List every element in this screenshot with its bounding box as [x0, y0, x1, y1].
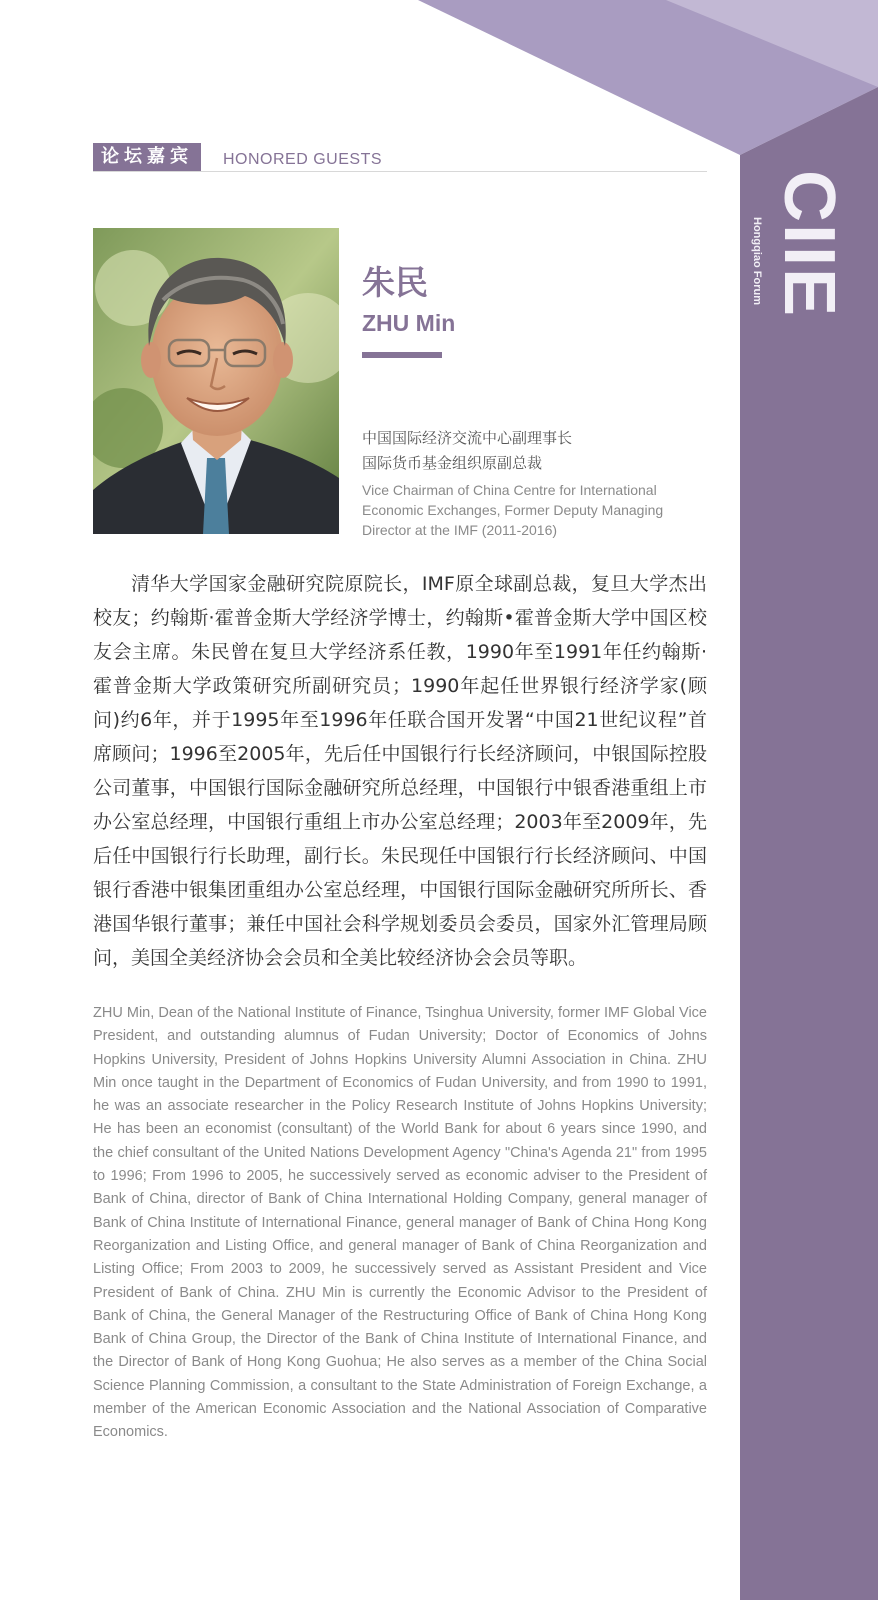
guest-title-en: Vice Chairman of China Centre for International Economic Exchanges, Former Deputy Managing Director at the IMF (2011-2016)	[362, 482, 664, 538]
guest-portrait	[93, 228, 339, 534]
section-title-en: HONORED GUESTS	[223, 151, 383, 168]
title-line-2: 国际货币基金组织原副总裁	[362, 454, 543, 472]
biography-en: ZHU Min, Dean of the National Institute of Finance, Tsinghua University, former IMF Global Vice President, and outstanding alumnus of Fudan University; Doctor of Economics of Johns Hopkins University, President of Johns Hopkins University Alumni Association in China. ZHU Min once taught in the Department of Economics of Fudan University, and from 1990 to 1991, he was an associate researcher in the Policy Research Institute of Johns Hopkins University; He has been an economist (consultant) of the World Bank for about 6 years since 1990, and the chief consultant of the United Nations Development Agency "China's Agenda 21" from 1995 to 1996; From 1996 to 2005, he successively served as economic adviser to the President of Bank of China, director of Bank of China International Holding Company, general manager of Bank of China Institute of International Finance, general manager of Bank of China Hong Kong Reorganization and Listing Office, and general manager of Bank of China Reorganization and Listing Office; From 2003 to 2009, he successively served as Assistant President and Vice President of Bank of China. ZHU Min is currently the Economic Advisor to the President of Bank of China, the General Manager of the Restructuring Office of Bank of China Hong Kong Bank of China Group, the Director of the Bank of China Institute of International Finance, and the Director of Bank of Hong Kong Guohua; He also serves as a member of the China Social Science Planning Commission, a consultant to the State Administration of Foreign Exchange, a member of the American Economic Association and the National Association of Comparative Economics.	[93, 1005, 707, 1441]
forum-subtitle: Hongqiao Forum	[751, 217, 763, 305]
guest-titles-cn	[362, 426, 702, 476]
guest-name-en: ZHU Min	[362, 310, 456, 336]
ciie-logo: CIIE	[769, 170, 849, 319]
guest-name-cn: 朱民	[362, 263, 428, 302]
section-header	[93, 143, 707, 172]
biography-cn: 清华大学国家金融研究院原院长，IMF原全球副总裁，复旦大学杰出校友；约翰斯·霍普金斯大学经济学博士，约翰斯•霍普金斯大学中国区校友会主席。朱民曾在复旦大学经济系任教，1990年至1991年任约翰斯·霍普金斯大学政策研究所副研究员；1990年起任世界银行经济学家(顾问)约6年，并于1995年至1996年任联合国开发署“中国21世纪议程”首席顾问；1996至2005年，先后任中国银行行长经济顾问，中银国际控股公司董事，中国银行国际金融研究所总经理，中国银行中银香港重组上市办公室总经理，中国银行重组上市办公室总经理；2003年至2009年，先后任中国银行行长助理，副行长。朱民现任中国银行行长经济顾问、中国银行香港中银集团重组办公室总经理，中国银行国际金融研究所所长、香港国华银行董事；兼任中国社会科学规划委员会委员，国家外汇管理局顾问，美国全美经济协会会员和全美比较经济协会会员等职。	[93, 573, 707, 969]
portrait-illustration	[93, 228, 339, 534]
name-underline	[362, 352, 442, 358]
title-line-1: 中国国际经济交流中心副理事长	[362, 429, 573, 447]
brand-mark	[751, 170, 850, 360]
section-title-cn: 论坛嘉宾	[93, 143, 201, 171]
